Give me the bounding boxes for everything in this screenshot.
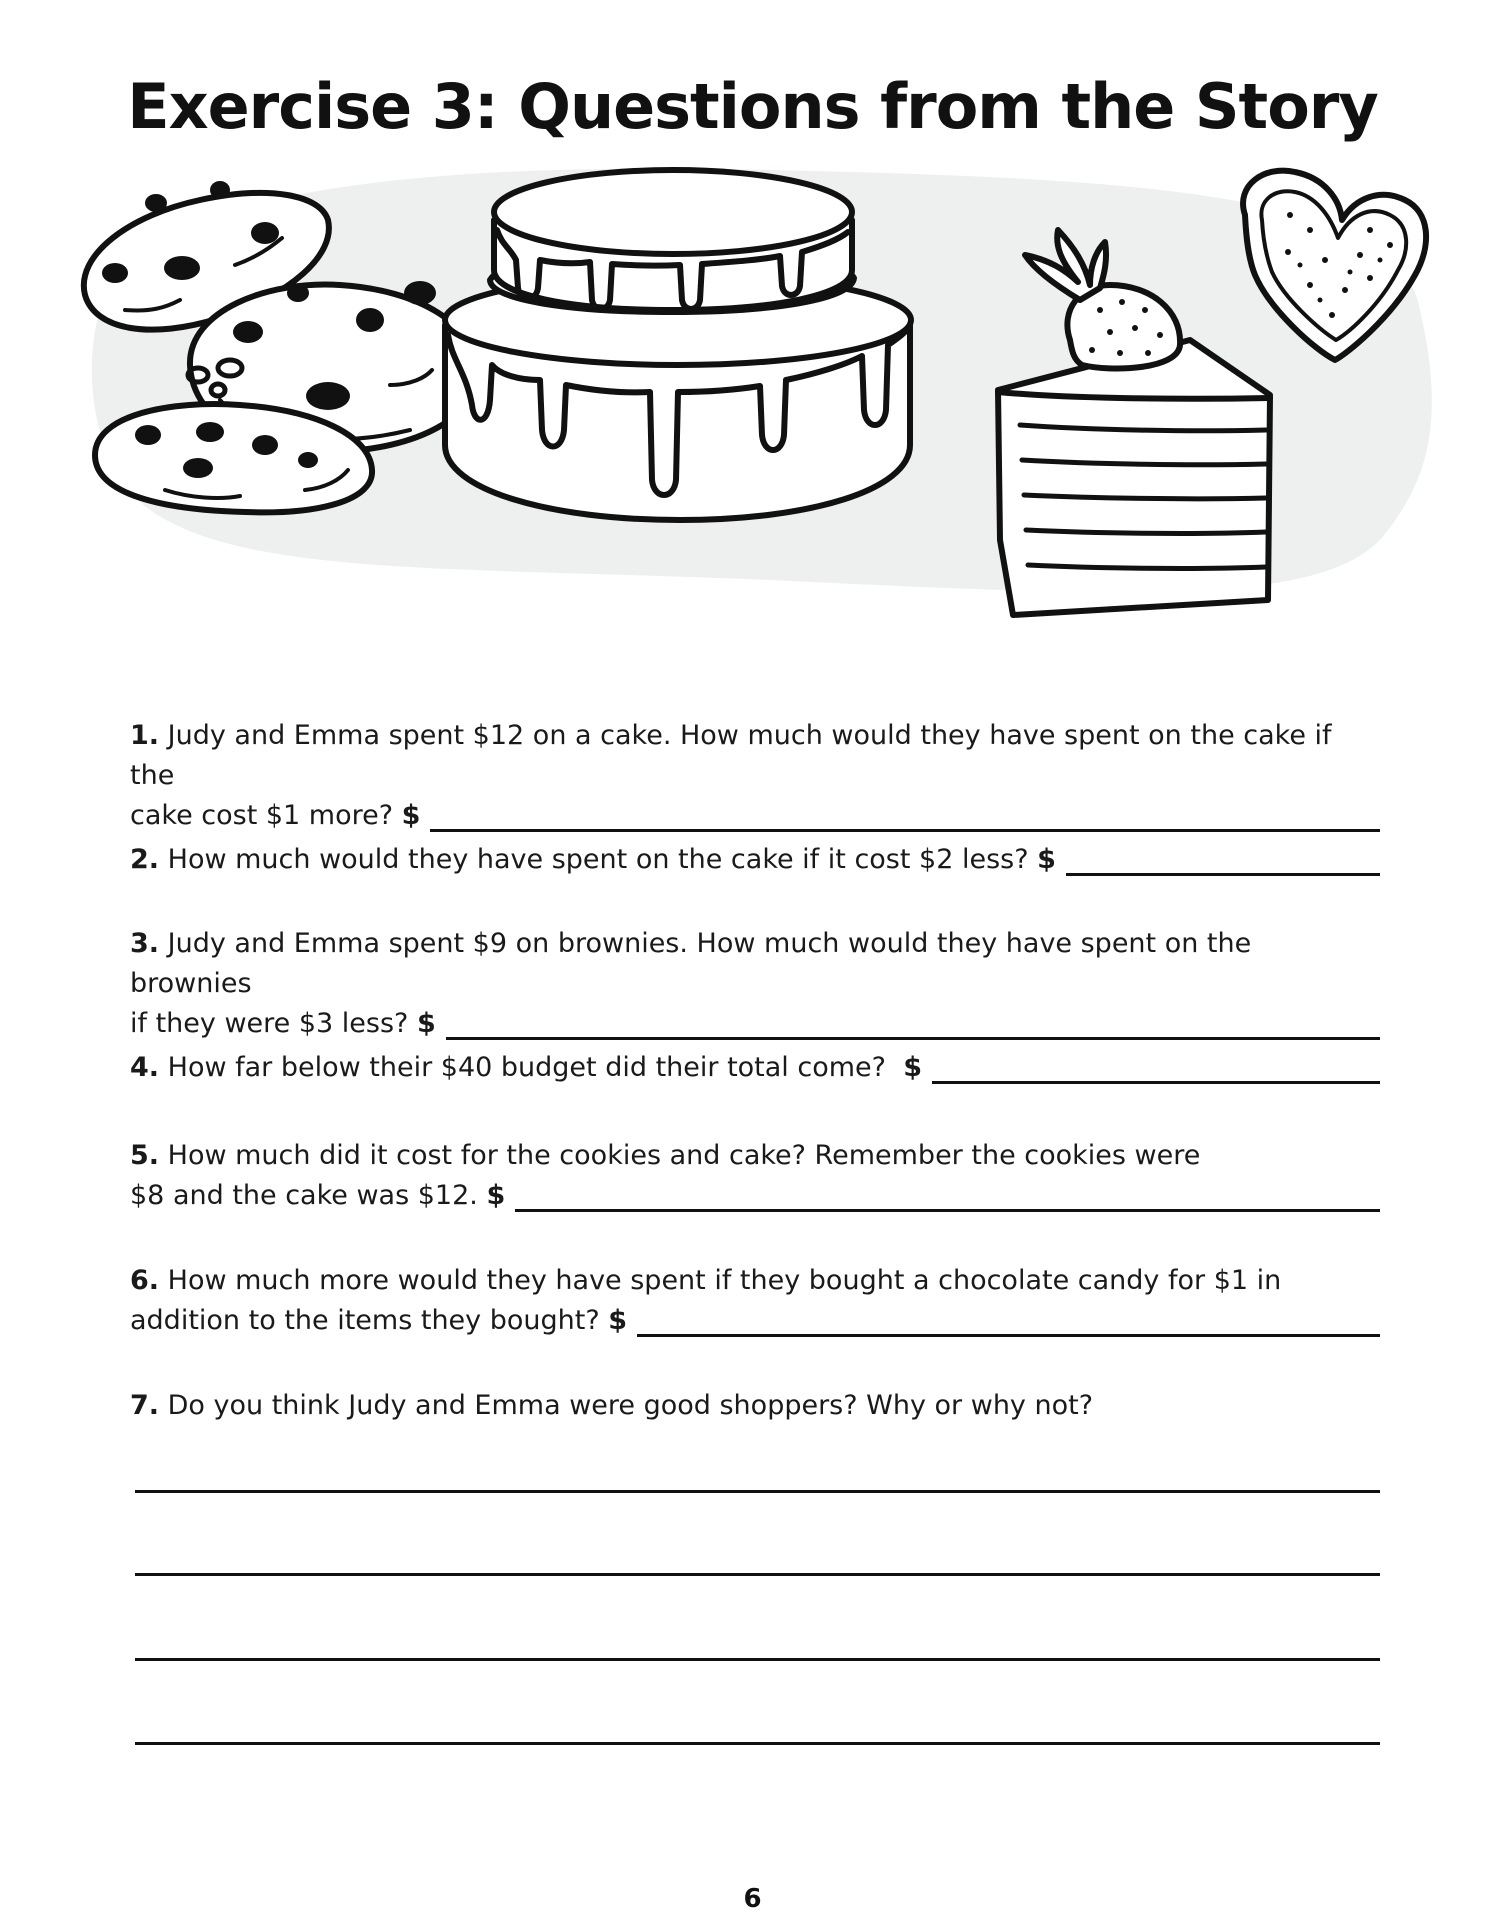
- question-3: [130, 924, 1380, 1044]
- question-1: [130, 716, 1380, 836]
- question-number: 2.: [130, 844, 160, 875]
- answer-blank[interactable]: [446, 1007, 1380, 1040]
- question-text: if they were $3 less?: [130, 1008, 409, 1039]
- question-text: Judy and Emma spent $9 on brownies. How much would they have spent on the brownies: [130, 928, 1252, 999]
- answer-blank[interactable]: [932, 1051, 1380, 1084]
- question-text: How far below their $40 budget did their total come?: [167, 1052, 887, 1083]
- question-text: addition to the items they bought?: [130, 1305, 600, 1336]
- dollar-sign: $: [401, 800, 421, 831]
- answer-blank[interactable]: [1066, 843, 1380, 876]
- dollar-sign: $: [486, 1180, 506, 1211]
- question-number: 3.: [130, 928, 160, 959]
- question-text: How much more would they have spent if they bought a chocolate candy for $1 in: [167, 1265, 1282, 1296]
- page-number: 6: [743, 1884, 762, 1914]
- dollar-sign: $: [416, 1008, 436, 1039]
- question-text: Do you think Judy and Emma were good shoppers? Why or why not?: [167, 1390, 1094, 1421]
- question-2: [130, 840, 1380, 880]
- question-text: cake cost $1 more?: [130, 800, 394, 831]
- dollar-sign: $: [1037, 844, 1056, 875]
- answer-blank[interactable]: [637, 1304, 1380, 1337]
- question-text: How much would they have spent on the cake if it cost $2 less?: [167, 844, 1029, 875]
- answer-blank[interactable]: [515, 1179, 1380, 1212]
- question-text: $8 and the cake was $12.: [130, 1180, 478, 1211]
- question-5: [130, 1136, 1380, 1216]
- dessert-illustration: [70, 160, 1440, 660]
- question-4: [130, 1048, 1380, 1088]
- question-7: [130, 1386, 1380, 1426]
- dollar-sign: $: [903, 1052, 922, 1083]
- answer-line[interactable]: [135, 1658, 1380, 1661]
- question-number: 5.: [130, 1140, 160, 1171]
- answer-blank[interactable]: [430, 799, 1380, 832]
- question-6: [130, 1261, 1380, 1341]
- page-title: Exercise 3: Questions from the Story: [127, 70, 1378, 143]
- answer-line[interactable]: [135, 1742, 1380, 1745]
- dollar-sign: $: [608, 1305, 628, 1336]
- question-number: 1.: [130, 720, 160, 751]
- answer-line[interactable]: [135, 1573, 1380, 1576]
- cake-icon: [445, 170, 911, 520]
- question-number: 4.: [130, 1052, 160, 1083]
- question-number: 6.: [130, 1265, 160, 1296]
- answer-line[interactable]: [135, 1490, 1380, 1493]
- question-text: Judy and Emma spent $12 on a cake. How much would they have spent on the cake if the: [130, 720, 1332, 791]
- question-number: 7.: [130, 1390, 160, 1421]
- question-text: How much did it cost for the cookies and cake? Remember the cookies were: [167, 1140, 1201, 1171]
